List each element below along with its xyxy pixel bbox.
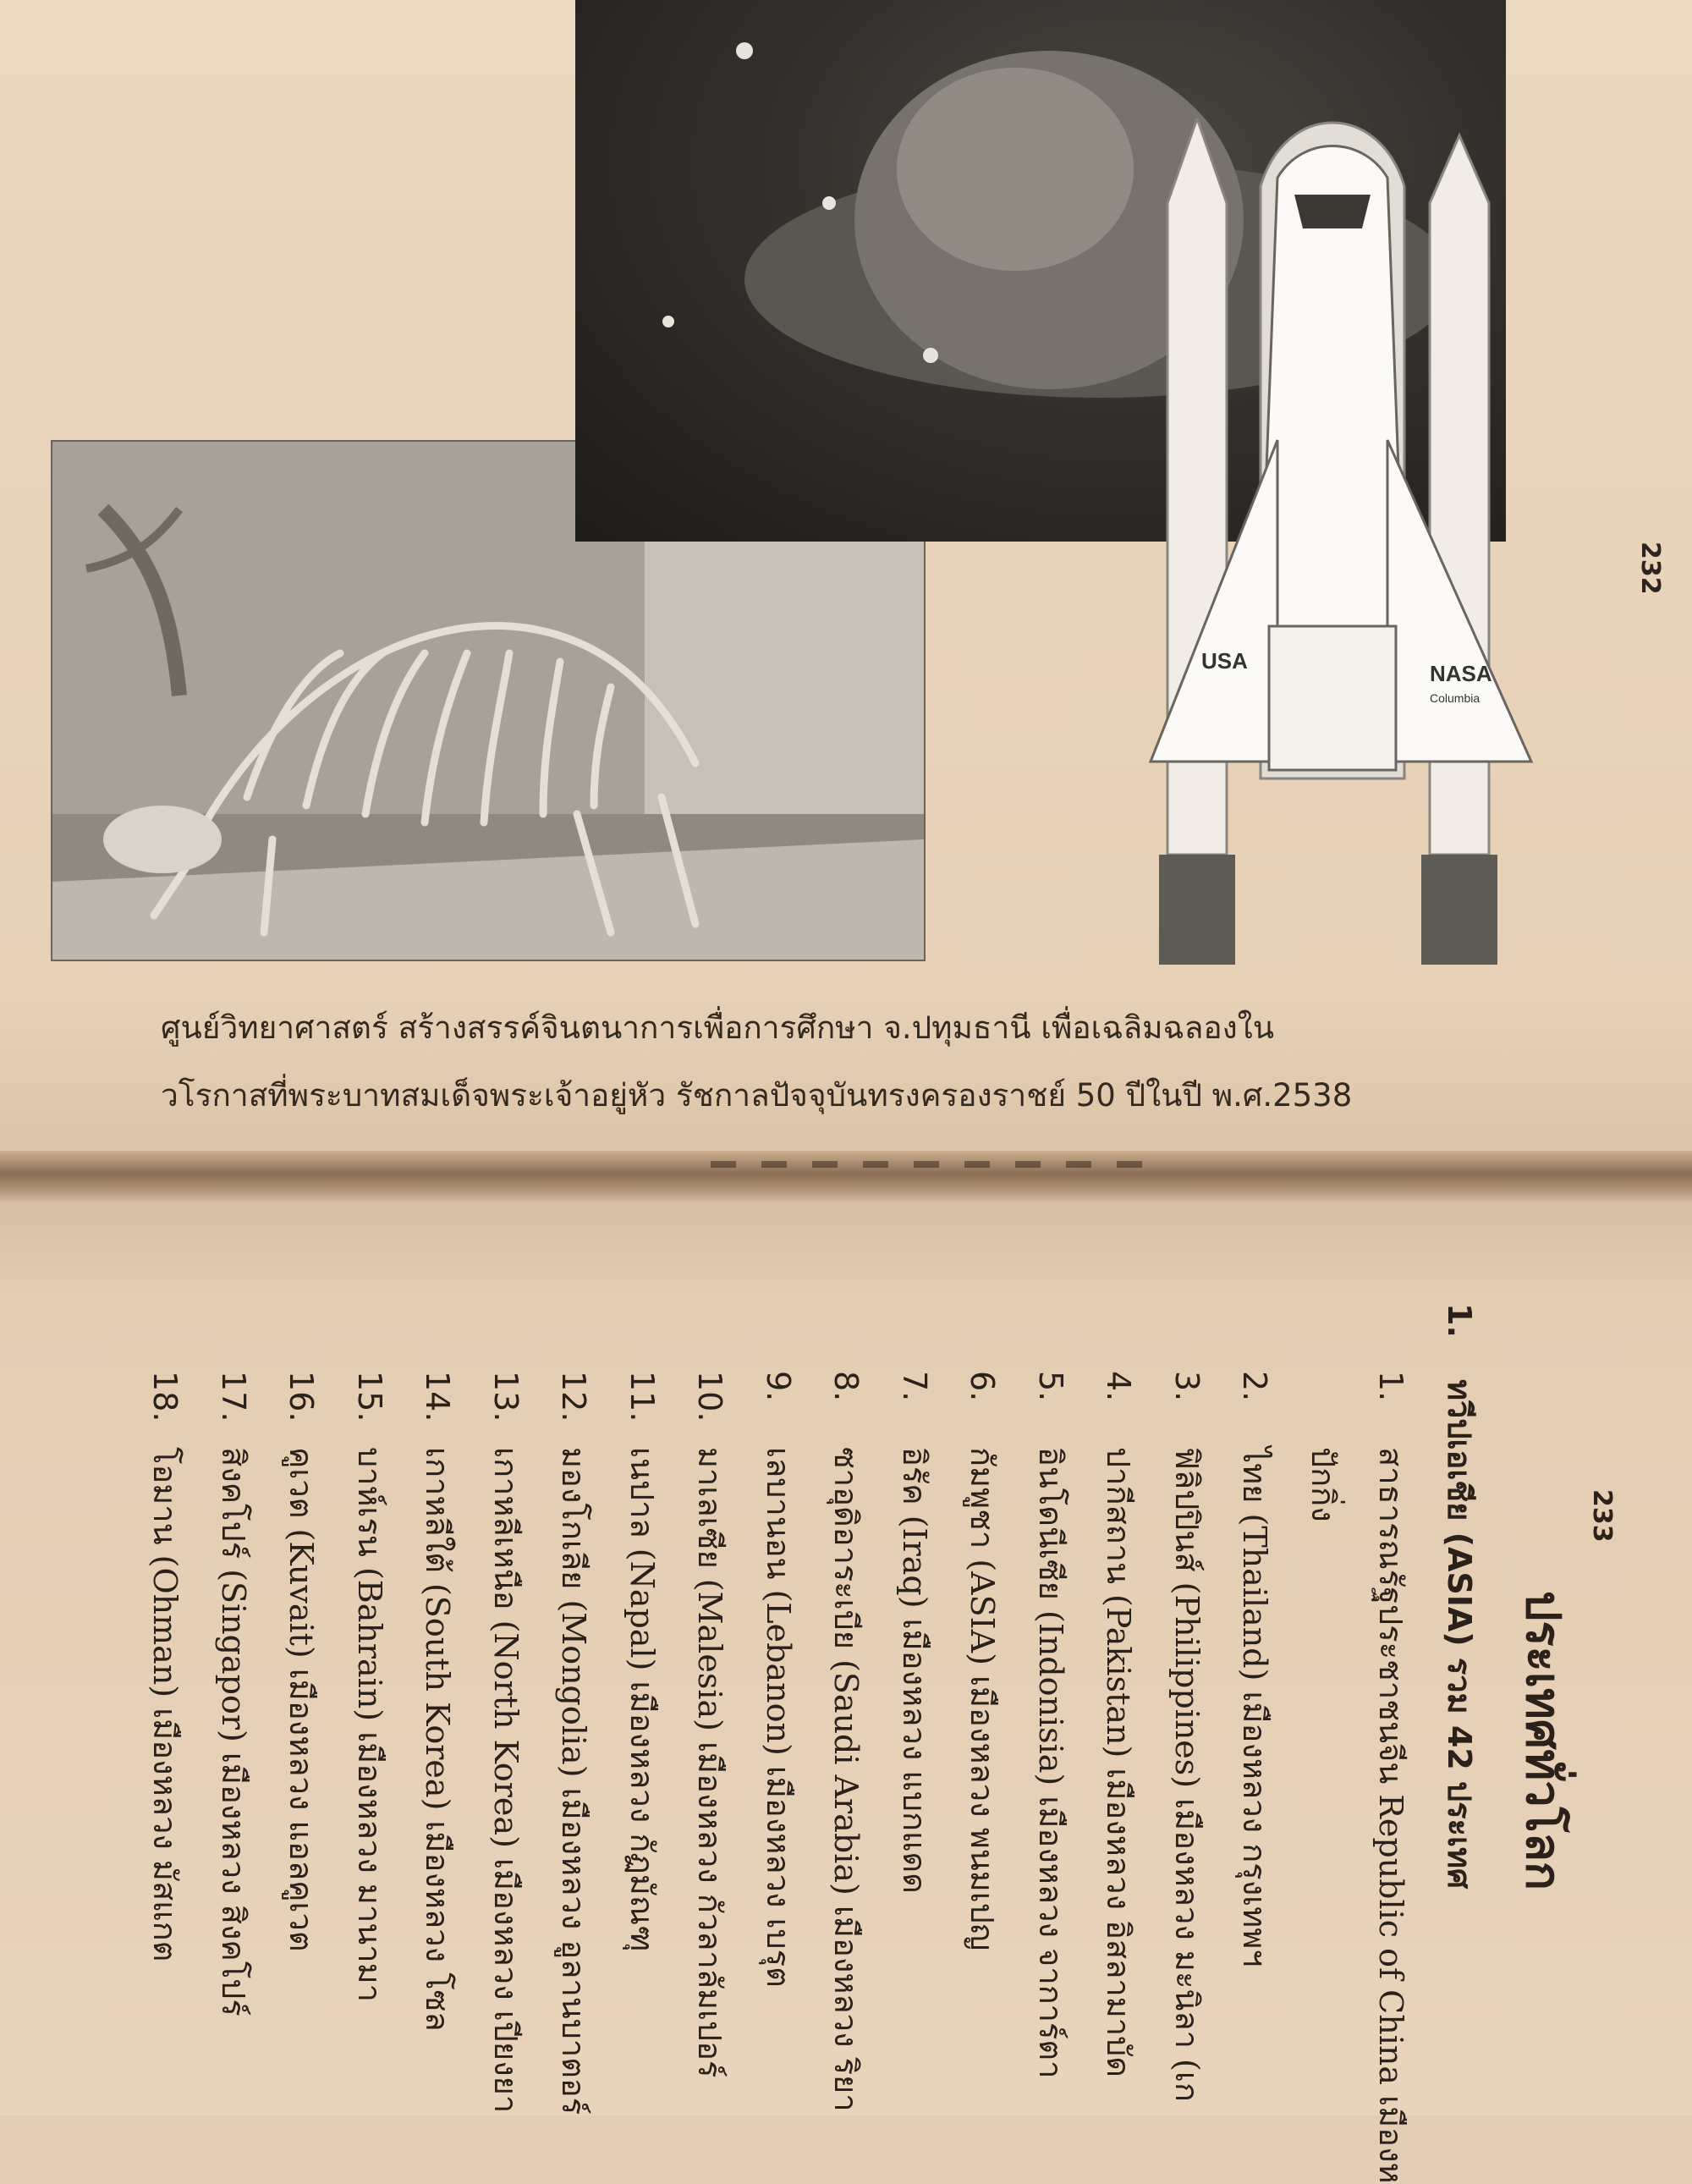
item-text: เลบานอน (Lebanon) เมืองหลวง เบรุต (760, 1447, 797, 1988)
item-text: อินโดนีเซีย (Indonisia) เมืองหลวง จาการ์ตา (1032, 1447, 1069, 2079)
page-233-content (89, 1303, 1617, 2184)
country-items (131, 1303, 1426, 2184)
country-list-item (744, 1303, 813, 2115)
item-number: 13. (487, 1371, 525, 1422)
item-text: เกาหลีใต้ (South Korea) เมืองหลวง โซล (419, 1447, 457, 2032)
country-list-item (676, 1303, 744, 2115)
item-number: 6. (964, 1371, 1002, 1402)
item-number: 10. (691, 1371, 729, 1422)
item-text: ปักกิ่ง (1305, 1447, 1342, 1522)
item-text: คูเวต (Kuvait) เมืองหลวง แอลคูเวต (283, 1447, 321, 1952)
item-text: มองโกเลีย (Mongolia) เมืองหลวง อูลานบาตอร์ (555, 1447, 593, 2115)
item-text: เนปาล (Napal) เมืองหลวง กัฏมัณฑุ (624, 1447, 661, 1952)
item-number: 3. (1168, 1371, 1206, 1402)
country-list-item (608, 1303, 677, 2115)
photo-caption-line-1: ศูนย์วิทยาศาสตร์ สร้างสรรค์จินตนาการเพื่อการศึกษา จ.ปทุมธานี เพื่อเฉลิมฉลองใน (161, 1009, 1275, 1046)
space-shuttle-model (1134, 118, 1590, 982)
item-text: เกาหลีเหนือ (North Korea) เมืองหลวง เปียงยา (487, 1447, 525, 2114)
item-text: บาห์เรน (Bahrain) เมืองหลวง มานามา (351, 1447, 388, 2003)
item-number: 11. (624, 1371, 661, 1422)
item-text: ปากีสถาน (Pakistan) เมืองหลวง อิสลามาบัด (1100, 1447, 1138, 2077)
country-list-item (948, 1303, 1017, 2115)
item-text: ซาอุดิอาระเบีย (Saudi Arabia) เมืองหลวง ริยา (827, 1447, 865, 2112)
country-list-item (131, 1303, 200, 2115)
country-list-item (1017, 1303, 1085, 2115)
item-text: กัมพูชา (ASIA) เมืองหลวง พนมเปญ (964, 1447, 1002, 1951)
item-text: สาธารณรัฐประชาชนจีน Republic of China เมืองห (1372, 1447, 1410, 2184)
section-heading-asia (1426, 1303, 1494, 2115)
photo-caption-line-2: วโรกาสที่พระบาทสมเด็จพระเจ้าอยู่หัว รัชกาลปัจจุบันทรงครองราชย์ 50 ปีในปี พ.ศ.2538 (161, 1077, 1353, 1114)
page-title: ประเทศทั่วโลก (1515, 1591, 1570, 1890)
country-list-item (1289, 1303, 1358, 2115)
item-number: 7. (896, 1371, 933, 1402)
item-text: สิงคโปร์ (Singapor) เมืองหลวง สิงคโปร์ (215, 1447, 252, 2016)
item-number: 16. (283, 1371, 321, 1422)
country-list-item (812, 1303, 881, 2115)
shuttle-usa-marking: USA (1201, 648, 1248, 674)
item-number: 4. (1100, 1371, 1138, 1402)
item-text: ฟิลิปปินส์ (Philippines) เมืองหลวง มะนิลา (เก (1168, 1447, 1206, 2102)
country-list-item (200, 1303, 268, 2115)
page-number-232: 232 (1635, 542, 1665, 595)
item-number: 2. (1236, 1371, 1274, 1402)
country-list-item (1357, 1303, 1426, 2184)
country-list-item (1221, 1303, 1289, 2115)
page-number-233: 233 (1587, 1489, 1617, 1543)
item-number: 12. (555, 1371, 593, 1422)
country-list-item (336, 1303, 404, 2115)
section-heading-text: ทวีปเอเชีย (ASIA) รวม 42 ประเทศ (1441, 1379, 1478, 1890)
shuttle-nasa-marking: NASA (1430, 661, 1492, 686)
item-text: อิรัค (Iraq) เมืองหลวง แบกแดด (896, 1447, 933, 1894)
shuttle-columbia-marking: Columbia (1430, 691, 1480, 705)
country-list-item (472, 1303, 541, 2115)
country-list-item (1085, 1303, 1153, 2115)
item-text: มาเลเซีย (Malesia) เมืองหลวง กัวลาลัมเปอร์ (691, 1447, 729, 2078)
section-number: 1. (1441, 1303, 1478, 1338)
country-list (131, 1303, 1493, 2184)
item-number: 18. (146, 1371, 184, 1422)
item-number: 1. (1372, 1371, 1410, 1402)
item-number: 9. (760, 1371, 797, 1402)
country-list-item (881, 1303, 949, 2115)
item-text: โอมาน (Ohman) เมืองหลวง มัสแกต (146, 1447, 184, 1962)
country-list-item (1153, 1303, 1222, 2115)
country-list-item (267, 1303, 336, 2115)
space-shuttle-illustration (1134, 118, 1590, 982)
item-number: 17. (215, 1371, 252, 1422)
item-number: 14. (419, 1371, 457, 1422)
spine-bleed-through (711, 1161, 1151, 1168)
country-list-item (540, 1303, 608, 2115)
item-text: ไทย (Thailand) เมืองหลวง กรุงเทพฯ (1236, 1447, 1274, 1967)
item-number: 8. (827, 1371, 865, 1402)
book-spine (0, 1151, 1692, 1202)
item-number: 5. (1032, 1371, 1069, 1402)
country-list-item (404, 1303, 472, 2115)
item-number: 15. (351, 1371, 388, 1422)
